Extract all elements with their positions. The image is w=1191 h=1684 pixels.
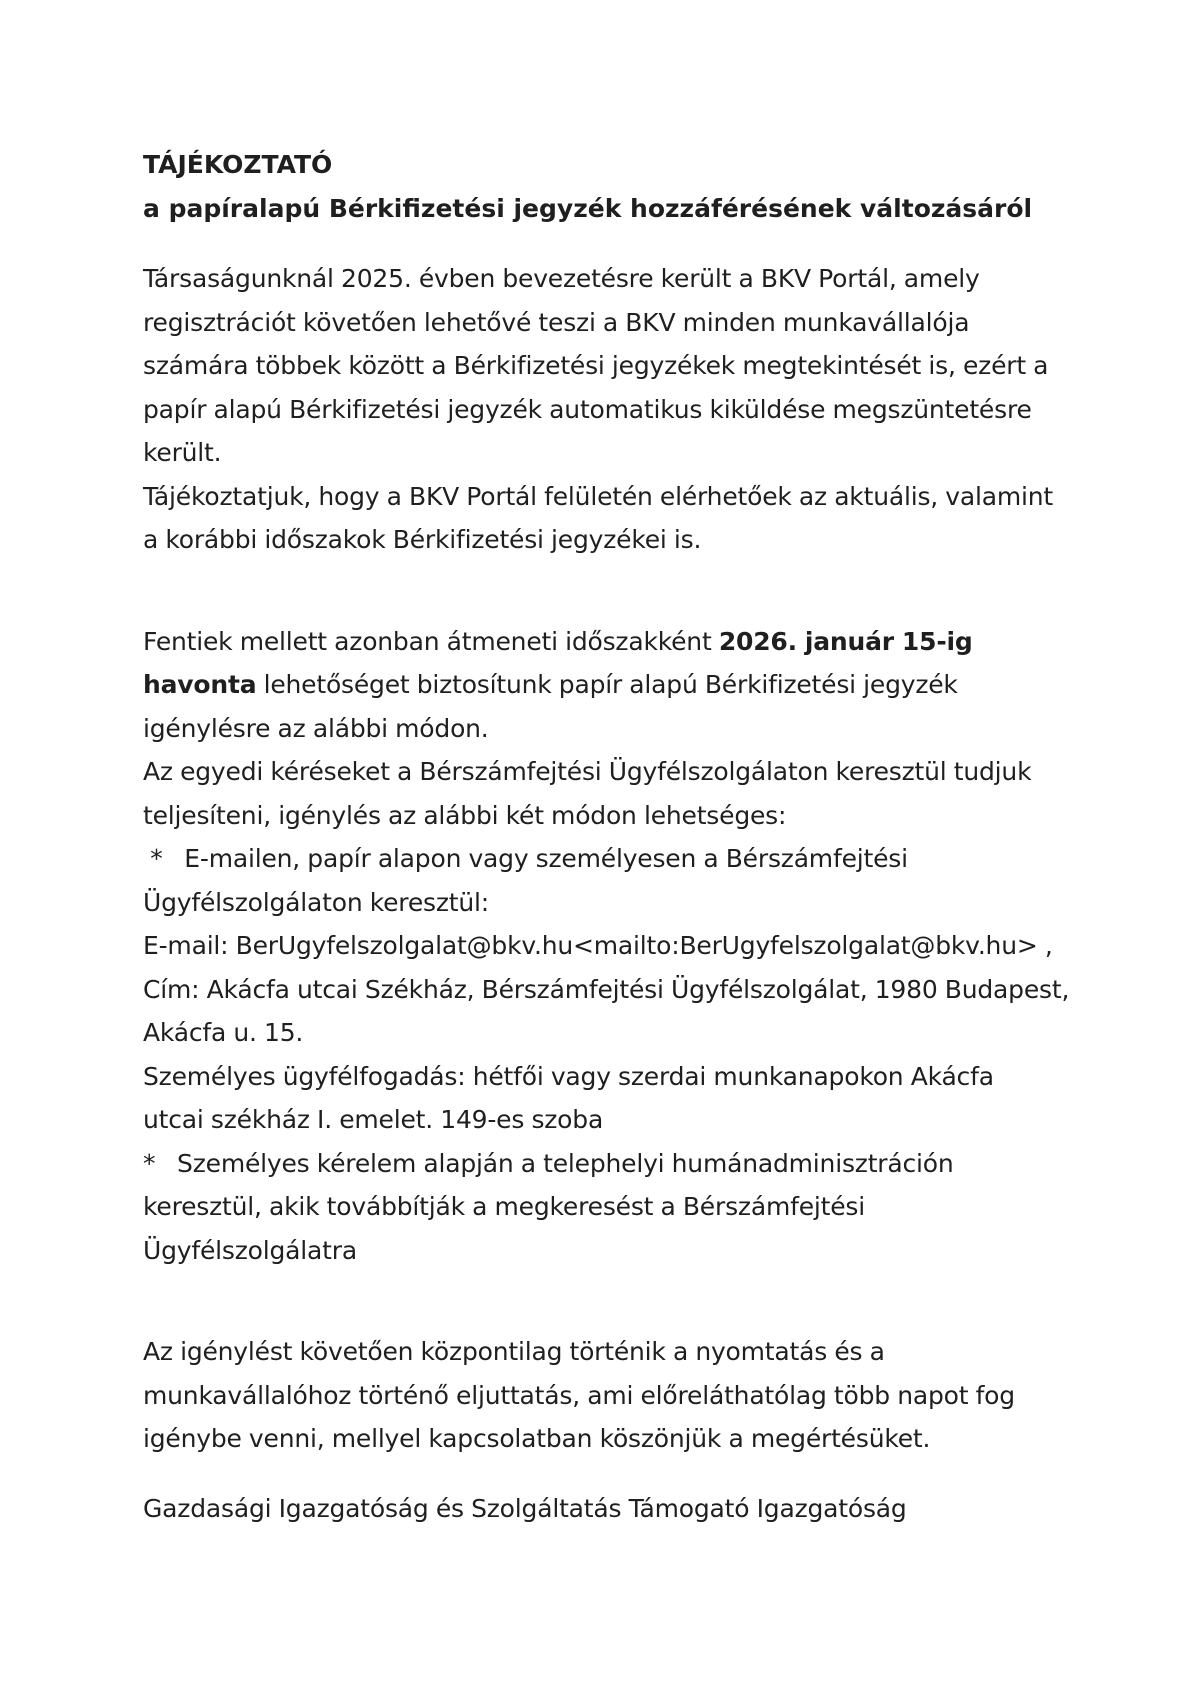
text-line: Akácfa u. 15. xyxy=(143,1018,304,1047)
text-line xyxy=(143,663,1083,707)
text-line: regisztrációt követően lehetővé teszi a BKV minden munkavállalója xyxy=(143,307,970,337)
text-line: igénylésre az alábbi módon. xyxy=(143,713,489,743)
text-line: teljesíteni, igénylés az alábbi két módon lehetséges: xyxy=(143,800,787,830)
text-line: Az egyedi kéréseket a Bérszámfejtési Ügyfélszolgálaton keresztül tudjuk xyxy=(143,757,1032,786)
document-title: TÁJÉKOZTATÓ xyxy=(143,150,333,179)
document-subtitle: a papíralapú Bérkifizetési jegyzék hozzáférésének változásáról xyxy=(143,194,1033,223)
deadline-text: 2026. január 15-ig xyxy=(718,626,973,656)
email-line: E-mail: BerUgyfelszolgalat@bkv.hu<mailto:BerUgyfelszolgalat@bkv.hu> , xyxy=(143,931,1053,960)
text-line: Ügyfélszolgálaton keresztül: xyxy=(143,887,489,917)
text-line: számára többek között a Bérkifizetési jegyzékek megtekintését is, ezért a xyxy=(143,351,1049,380)
text-line: a korábbi időszakok Bérkifizetési jegyzékei is. xyxy=(143,525,702,554)
text-line: munkavállalóhoz történő eljuttatás, ami előreláthatólag több napot fog xyxy=(143,1380,1015,1410)
text-line: keresztül, akik továbbítják a megkeresést a Bérszámfejtési xyxy=(143,1192,865,1221)
document-body xyxy=(143,143,1083,1530)
text-line: került. xyxy=(143,438,222,467)
text-line: Társaságunknál 2025. évben bevezetésre került a BKV Portál, amely xyxy=(143,264,980,293)
text-run: Fentiek mellett azonban átmeneti időszakként xyxy=(143,626,719,656)
text-line: Tájékoztatjuk, hogy a BKV Portál felületén elérhetőek az aktuális, valamint xyxy=(143,481,1053,511)
text-line: Az igénylést követően központilag történik a nyomtatás és a xyxy=(143,1337,885,1366)
text-line: papír alapú Bérkifizetési jegyzék automatikus kiküldése megszüntetésre xyxy=(143,394,1032,424)
transition-paragraph xyxy=(143,620,1083,1273)
text-line: Személyes ügyfélfogadás: hétfői vagy szerdai munkanapokon Akácfa xyxy=(143,1061,994,1091)
text-line: igénybe venni, mellyel kapcsolatban köszönjük a megértésüket. xyxy=(143,1424,931,1453)
bullet-item: * E-mailen, papír alapon vagy személyesen a Bérszámfejtési xyxy=(143,844,908,873)
address-line: Cím: Akácfa utcai Székház, Bérszámfejtési Ügyfélszolgálat, 1980 Budapest, xyxy=(143,974,1070,1004)
text-run: lehetőséget biztosítunk papír alapú Bérkifizetési jegyzék xyxy=(256,670,958,699)
closing-paragraph xyxy=(143,1330,1083,1461)
text-line: Ügyfélszolgálatra xyxy=(143,1235,357,1265)
text-line: utcai székház I. emelet. 149-es szoba xyxy=(143,1105,604,1134)
text-line xyxy=(143,620,1083,664)
frequency-text: havonta xyxy=(143,670,257,699)
intro-paragraph xyxy=(143,257,1083,562)
signature: Gazdasági Igazgatóság és Szolgáltatás Támogató Igazgatóság xyxy=(143,1493,907,1523)
bullet-item: * Személyes kérelem alapján a telephelyi humánadminisztráción xyxy=(143,1148,954,1178)
